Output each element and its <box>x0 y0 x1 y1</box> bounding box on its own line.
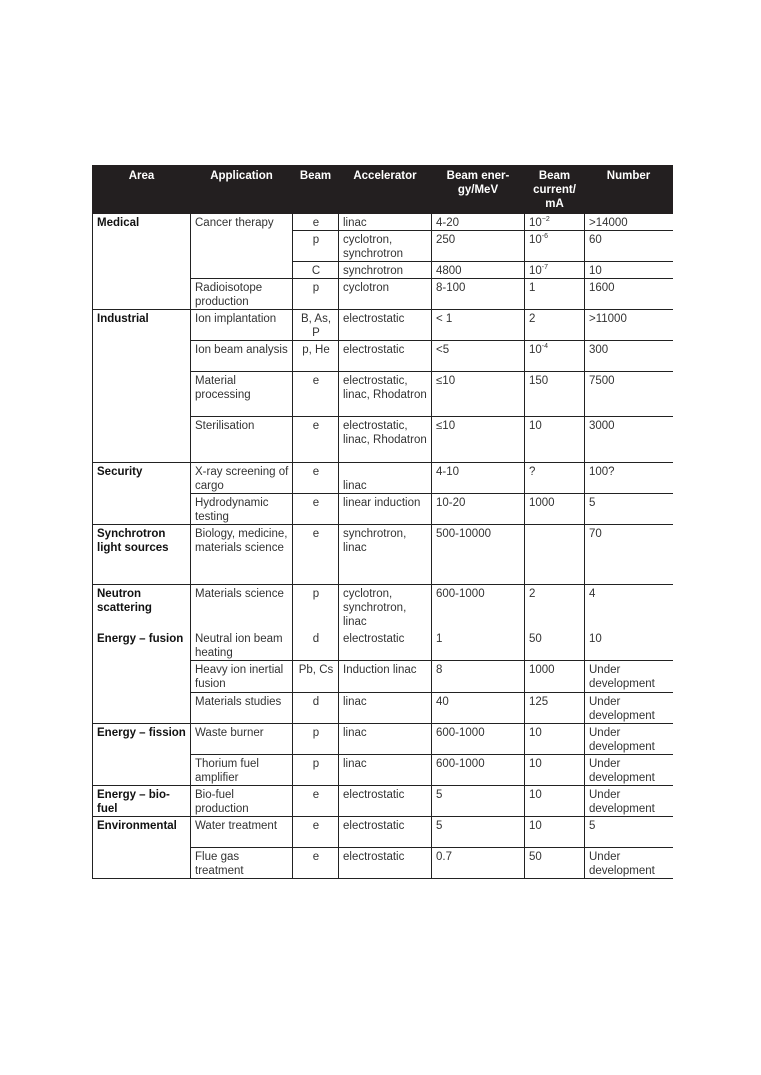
energy-cell: 600-1000 <box>432 585 525 630</box>
area-cell: Environmental <box>93 817 191 879</box>
energy-cell: 4-10 <box>432 463 525 494</box>
current-base: 10 <box>529 217 542 229</box>
header-beam-current: Beam current/ mA <box>525 166 585 214</box>
number-cell: Under development <box>585 724 673 755</box>
current-cell: ? <box>525 463 585 494</box>
header-beam-energy: Beam ener-gy/MeV <box>432 166 525 214</box>
current-exponent: -7 <box>541 264 549 272</box>
table-row <box>93 786 673 817</box>
application-cell: Materials science <box>191 585 293 630</box>
application-cell: Heavy ion inertial fusion <box>191 661 293 693</box>
energy-cell: 4-20 <box>432 214 525 231</box>
accelerator-cell: synchrotron <box>339 262 432 279</box>
accelerator-cell: electrostatic <box>339 848 432 879</box>
accelerator-cell: cyclotron, synchrotron <box>339 231 432 262</box>
table-row <box>93 214 673 231</box>
application-cell: Thorium fuel amplifier <box>191 755 293 786</box>
beam-cell: B, As, P <box>293 310 339 341</box>
current-cell: 50 <box>525 630 585 661</box>
table-row <box>93 630 673 661</box>
number-cell: Under development <box>585 693 673 724</box>
number-cell: 4 <box>585 585 673 630</box>
energy-cell: < 1 <box>432 310 525 341</box>
current-cell: 1000 <box>525 494 585 525</box>
number-cell: 1600 <box>585 279 673 310</box>
current-cell: 10 <box>525 786 585 817</box>
current-cell <box>525 525 585 585</box>
number-cell: 3000 <box>585 417 673 463</box>
current-cell: 2 <box>525 585 585 630</box>
header-application: Application <box>191 166 293 214</box>
accelerator-cell: electrostatic, linac, Rhodatron <box>339 417 432 463</box>
current-cell: 2 <box>525 310 585 341</box>
beam-cell: p <box>293 585 339 630</box>
application-cell: Ion beam analysis <box>191 341 293 372</box>
beam-cell: p <box>293 231 339 262</box>
beam-cell: d <box>293 693 339 724</box>
current-cell: 10 <box>525 817 585 848</box>
energy-cell: ≤10 <box>432 417 525 463</box>
area-cell: Synchrotron light sources <box>93 525 191 585</box>
current-cell <box>525 231 585 262</box>
energy-cell: 250 <box>432 231 525 262</box>
energy-cell: 500-10000 <box>432 525 525 585</box>
application-cell: Waste burner <box>191 724 293 755</box>
beam-cell: C <box>293 262 339 279</box>
beam-cell: e <box>293 494 339 525</box>
area-cell: Energy – fusion <box>93 630 191 724</box>
number-cell: 60 <box>585 231 673 262</box>
accelerator-cell: synchrotron, linac <box>339 525 432 585</box>
table-row <box>93 585 673 630</box>
number-cell: >14000 <box>585 214 673 231</box>
number-cell: 70 <box>585 525 673 585</box>
beam-cell: e <box>293 525 339 585</box>
beam-cell: e <box>293 417 339 463</box>
energy-cell: ≤10 <box>432 372 525 417</box>
beam-cell: e <box>293 214 339 231</box>
accelerator-cell: Induction linac <box>339 661 432 693</box>
current-cell: 1 <box>525 279 585 310</box>
energy-cell: 8-100 <box>432 279 525 310</box>
table-row <box>93 817 673 848</box>
accelerator-cell: linac <box>339 693 432 724</box>
current-cell: 50 <box>525 848 585 879</box>
header-beam: Beam <box>293 166 339 214</box>
area-cell: Medical <box>93 214 191 310</box>
beam-cell: p <box>293 279 339 310</box>
area-cell: Energy – bio-fuel <box>93 786 191 817</box>
area-cell: Security <box>93 463 191 525</box>
accelerator-cell: electrostatic <box>339 786 432 817</box>
accelerator-cell: cyclotron <box>339 279 432 310</box>
application-cell: Biology, medicine, materials science <box>191 525 293 585</box>
number-cell: 7500 <box>585 372 673 417</box>
current-base: 10 <box>529 344 542 356</box>
number-cell: 10 <box>585 630 673 661</box>
current-cell: 10 <box>525 755 585 786</box>
number-cell: 5 <box>585 817 673 848</box>
application-cell: Sterilisation <box>191 417 293 463</box>
energy-cell: 600-1000 <box>432 724 525 755</box>
current-cell <box>525 341 585 372</box>
number-cell: Under development <box>585 661 673 693</box>
current-exponent: -6 <box>541 233 549 241</box>
application-cell: Material processing <box>191 372 293 417</box>
beam-cell: e <box>293 848 339 879</box>
header-number: Number <box>585 166 673 214</box>
accelerator-cell: electrostatic <box>339 310 432 341</box>
number-cell: Under development <box>585 786 673 817</box>
energy-cell: 5 <box>432 817 525 848</box>
application-cell: Hydrodynamic testing <box>191 494 293 525</box>
table-row <box>93 310 673 341</box>
header-row <box>93 166 673 214</box>
number-cell: 100? <box>585 463 673 494</box>
number-cell: Under development <box>585 755 673 786</box>
accelerator-cell: electrostatic <box>339 630 432 661</box>
application-cell: Water treatment <box>191 817 293 848</box>
header-accelerator: Accelerator <box>339 166 432 214</box>
accelerator-applications-table <box>92 165 673 879</box>
number-cell: >11000 <box>585 310 673 341</box>
application-cell: X-ray screening of cargo <box>191 463 293 494</box>
beam-cell: d <box>293 630 339 661</box>
area-cell: Energy – fission <box>93 724 191 786</box>
accelerator-cell: electrostatic <box>339 341 432 372</box>
current-cell: 1000 <box>525 661 585 693</box>
energy-cell: 5 <box>432 786 525 817</box>
current-cell <box>525 214 585 231</box>
application-cell: Radioisotope production <box>191 279 293 310</box>
beam-cell: e <box>293 786 339 817</box>
accelerator-cell: linac <box>339 755 432 786</box>
current-base: 10 <box>529 234 542 246</box>
energy-cell: 8 <box>432 661 525 693</box>
header-area: Area <box>93 166 191 214</box>
application-cell: Materials studies <box>191 693 293 724</box>
current-cell: 125 <box>525 693 585 724</box>
number-cell: 300 <box>585 341 673 372</box>
accelerator-cell: linac <box>339 463 432 494</box>
accelerator-cell: cyclotron, synchrotron, linac <box>339 585 432 630</box>
beam-cell: p <box>293 755 339 786</box>
energy-cell: 0.7 <box>432 848 525 879</box>
beam-cell: e <box>293 817 339 848</box>
energy-cell: <5 <box>432 341 525 372</box>
beam-cell: Pb, Cs <box>293 661 339 693</box>
beam-cell: p <box>293 724 339 755</box>
beam-cell: e <box>293 463 339 494</box>
application-cell: Flue gas treatment <box>191 848 293 879</box>
current-base: 10 <box>529 265 542 277</box>
current-cell: 150 <box>525 372 585 417</box>
accelerator-cell: linac <box>339 214 432 231</box>
current-cell: 10 <box>525 417 585 463</box>
accelerator-cell: electrostatic, linac, Rhodatron <box>339 372 432 417</box>
table-row <box>93 525 673 585</box>
beam-cell: p, He <box>293 341 339 372</box>
current-exponent: −2 <box>541 216 550 224</box>
energy-cell: 10-20 <box>432 494 525 525</box>
current-exponent: -4 <box>541 343 549 351</box>
area-cell: Industrial <box>93 310 191 463</box>
beam-cell: e <box>293 372 339 417</box>
application-cell: Neutral ion beam heating <box>191 630 293 661</box>
number-cell: 5 <box>585 494 673 525</box>
number-cell: 10 <box>585 262 673 279</box>
application-cell: Cancer therapy <box>191 214 293 279</box>
accelerator-cell: electrostatic <box>339 817 432 848</box>
accelerator-cell: linear induction <box>339 494 432 525</box>
application-cell: Bio-fuel production <box>191 786 293 817</box>
application-cell: Ion implantation <box>191 310 293 341</box>
table-row <box>93 463 673 494</box>
energy-cell: 1 <box>432 630 525 661</box>
accelerator-cell: linac <box>339 724 432 755</box>
area-cell: Neutron scattering <box>93 585 191 630</box>
current-cell <box>525 262 585 279</box>
energy-cell: 600-1000 <box>432 755 525 786</box>
table-row <box>93 724 673 755</box>
current-cell: 10 <box>525 724 585 755</box>
energy-cell: 40 <box>432 693 525 724</box>
number-cell: Under development <box>585 848 673 879</box>
energy-cell: 4800 <box>432 262 525 279</box>
